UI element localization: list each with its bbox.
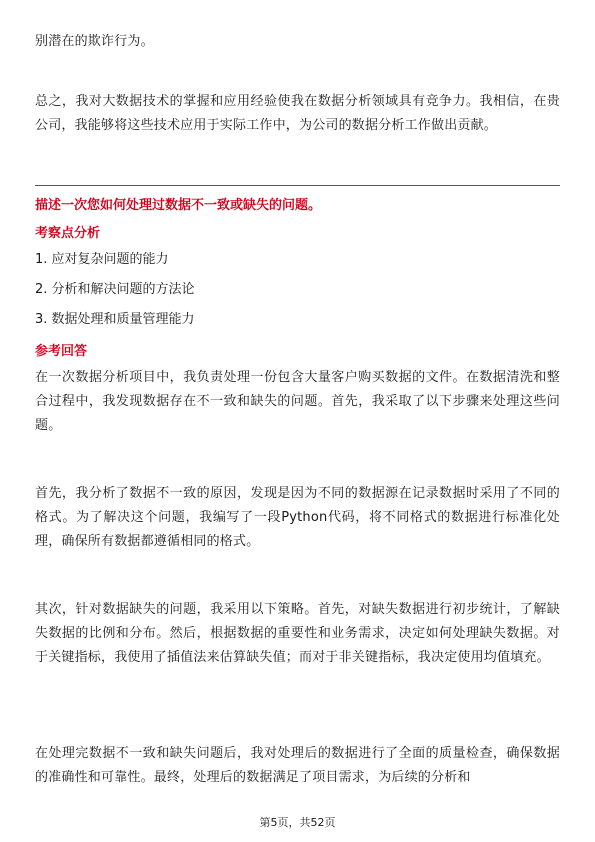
answer-paragraph: 在处理完数据不一致和缺失问题后，我对处理后的数据进行了全面的质量检查，确保数据的准确性和可靠性。最终，处理后的数据满足了项目需求，为后续的分析和 (35, 746, 560, 785)
summary-paragraph: 总之，我对大数据技术的掌握和应用经验使我在数据分析领域具有竞争力。我相信，在贵公司，我能够将这些技术应用于实际工作中，为公司的数据分析工作做出贡献。 (35, 94, 560, 133)
answer-paragraph: 在一次数据分析项目中，我负责处理一份包含大量客户购买数据的文件。在数据清洗和整合过程中，我发现数据存在不一致和缺失的问题。首先，我采取了以下步骤来处理这些问题。 (35, 370, 560, 433)
analysis-point: 2. 分析和解决问题的方法论 (35, 282, 195, 297)
section-divider (35, 185, 560, 186)
question-heading: 描述一次您如何处理过数据不一致或缺失的问题。 (35, 198, 322, 213)
page-number-footer: 第5页，共52页 (259, 816, 336, 829)
analysis-point: 3. 数据处理和质量管理能力 (35, 312, 195, 327)
answer-paragraph: 首先，我分析了数据不一致的原因，发现是因为不同的数据源在记录数据时采用了不同的格式。为了解决这个问题，我编写了一段Python代码，将不同格式的数据进行标准化处理，确保所有数据都遵循相同的格式。 (35, 486, 560, 549)
answer-heading: 参考回答 (35, 344, 88, 359)
answer-paragraph: 其次，针对数据缺失的问题，我采用以下策略。首先，对缺失数据进行初步统计，了解缺失数据的比例和分布。然后，根据数据的重要性和业务需求，决定如何处理缺失数据。对于关键指标，我使用了插值法来估算缺失值；而对于非关键指标，我决定使用均值填充。 (35, 602, 560, 665)
intro-tail-paragraph: 别潜在的欺诈行为。 (35, 34, 154, 49)
analysis-point: 1. 应对复杂问题的能力 (35, 252, 169, 267)
analysis-heading: 考察点分析 (35, 226, 101, 241)
